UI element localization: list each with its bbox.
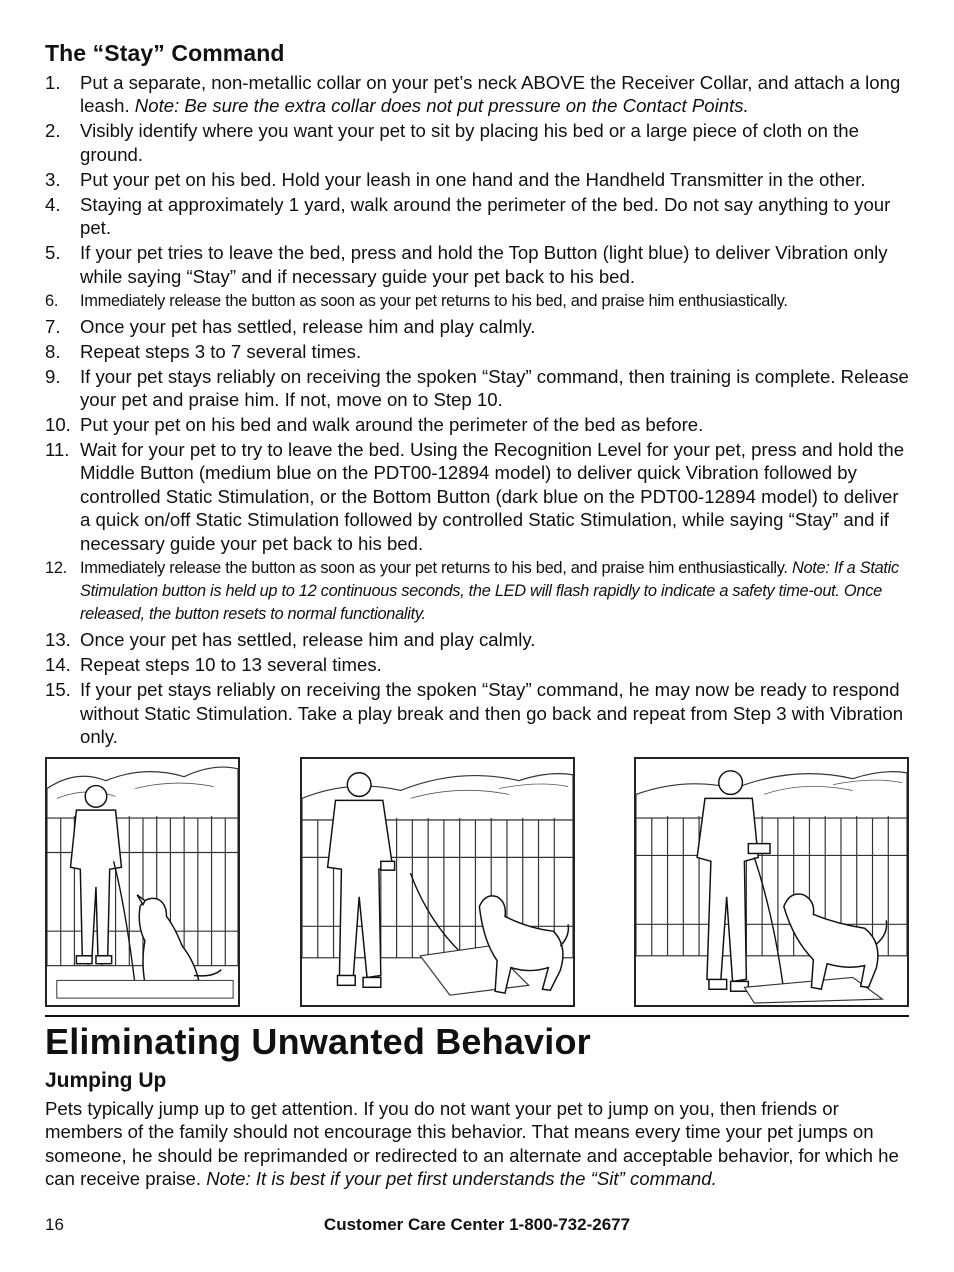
step-number: 1.: [45, 72, 61, 93]
step-text: If your pet stays reliably on receiving the spoken “Stay” command, he may now be ready to respond without Static Stimulation. Take a play break and then go back and repeat from Step 3 with Vibration only.: [80, 679, 904, 748]
step-number: 10.: [45, 414, 71, 436]
step-text: Put your pet on his bed. Hold your leash in one hand and the Handheld Transmitter in the other.: [80, 168, 866, 190]
step-number: 7.: [45, 315, 61, 337]
step-number: 5.: [45, 242, 61, 264]
step-item: [45, 653, 911, 676]
step-text: Once your pet has settled, release him and play calmly.: [80, 629, 536, 651]
step-item: [45, 71, 911, 118]
step-item: [45, 119, 911, 166]
step-number: 13.: [45, 629, 71, 651]
step-text: Staying at approximately 1 yard, walk around the perimeter of the bed. Do not say anything to your pet.: [80, 193, 891, 239]
paragraph-text: Pets typically jump up to get attention. If you do not want your pet to jump on you, then friends or members of the family should not encourage this behavior. That means every time your pet jumps on someone, he should be reprimanded or redirected to an alternate and acceptable behavior, for which he can receive praise.: [45, 1098, 899, 1190]
step-item: [45, 340, 911, 363]
step-item: [45, 678, 911, 748]
stay-steps-list: [45, 71, 911, 750]
man-walking-dog-on-bed-illustration: [300, 757, 575, 1007]
step-item: [45, 438, 911, 555]
step-text: Immediately release the button as soon as your pet returns to his bed, and praise him enthusiastically.: [80, 558, 792, 577]
step-number: 6.: [45, 291, 59, 310]
step-note: Note: Be sure the extra collar does not put pressure on the Contact Points.: [134, 95, 749, 117]
man-with-sitting-dog-illustration: [45, 757, 240, 1007]
step-text: Visibly identify where you want your pet to sit by placing his bed or a large piece of cloth on the ground.: [80, 120, 859, 165]
step-text: Wait for your pet to try to leave the bed. Using the Recognition Level for your pet, press and hold the Middle Button (medium blue on the PDT00-12894 model) to deliver quick Vibration followed by controlled Static Stimulation, or the Bottom Button (dark blue on the PDT00-12894 model) to deliver a quick on/off Static Stimulation followed by controlled Static Stimulation, while saying “Stay” and if necessary guide your pet back to his bed.: [80, 439, 905, 554]
step-text: Put a separate, non-metallic collar on your pet’s neck ABOVE the Receiver Collar, and attach a long leash.: [80, 72, 901, 117]
step-number: 14.: [45, 654, 71, 676]
step-item: [45, 290, 911, 313]
step-number: 15.: [45, 679, 71, 701]
step-text: Once your pet has settled, release him and play calmly.: [80, 315, 536, 337]
step-number: 9.: [45, 365, 61, 387]
step-item: [45, 628, 911, 651]
step-number: 2.: [45, 120, 61, 142]
step-number: 8.: [45, 340, 61, 362]
step-note: Note: If a Static Stimulation button is held up to 12 continuous seconds, the LED will flash rapidly to indicate a safety time-out. Once released, the button resets to normal functionality.: [80, 558, 899, 624]
step-item: [45, 168, 911, 191]
step-item: [45, 413, 911, 436]
page-title: Eliminating Unwanted Behavior: [45, 1021, 591, 1062]
step-number: 11.: [45, 439, 70, 461]
step-text: Put your pet on his bed and walk around the perimeter of the bed as before.: [80, 414, 704, 436]
customer-care-footer: Customer Care Center 1-800-732-2677: [323, 1215, 631, 1234]
man-with-transmitter-and-dog-illustration: [634, 757, 909, 1007]
step-item: [45, 557, 911, 627]
step-item: [45, 365, 911, 412]
step-text: If your pet tries to leave the bed, press and hold the Top Button (light blue) to deliver Vibration only while saying “Stay” and if necessary guide your pet back to his bed.: [80, 242, 888, 287]
step-item: [45, 241, 911, 288]
jumping-up-paragraph: [45, 1097, 911, 1191]
step-number: 4.: [45, 193, 61, 215]
step-text: Repeat steps 3 to 7 several times.: [80, 340, 362, 362]
step-text: Repeat steps 10 to 13 several times.: [80, 654, 382, 676]
step-number: 12.: [45, 558, 67, 577]
step-item: [45, 193, 911, 240]
jumping-up-heading: Jumping Up: [45, 1069, 167, 1092]
section-divider: [45, 1015, 909, 1017]
page-number: 16: [45, 1215, 64, 1234]
step-text: If your pet stays reliably on receiving the spoken “Stay” command, then training is complete. Release your pet and praise him. If not, move on to Step 10.: [80, 365, 909, 411]
paragraph-note: Note: It is best if your pet first understands the “Sit” command.: [206, 1168, 717, 1190]
stay-command-heading: The “Stay” Command: [45, 40, 285, 66]
step-item: [45, 315, 911, 338]
step-number: 3.: [45, 168, 61, 190]
step-text: Immediately release the button as soon as your pet returns to his bed, and praise him enthusiastically.: [80, 291, 788, 310]
